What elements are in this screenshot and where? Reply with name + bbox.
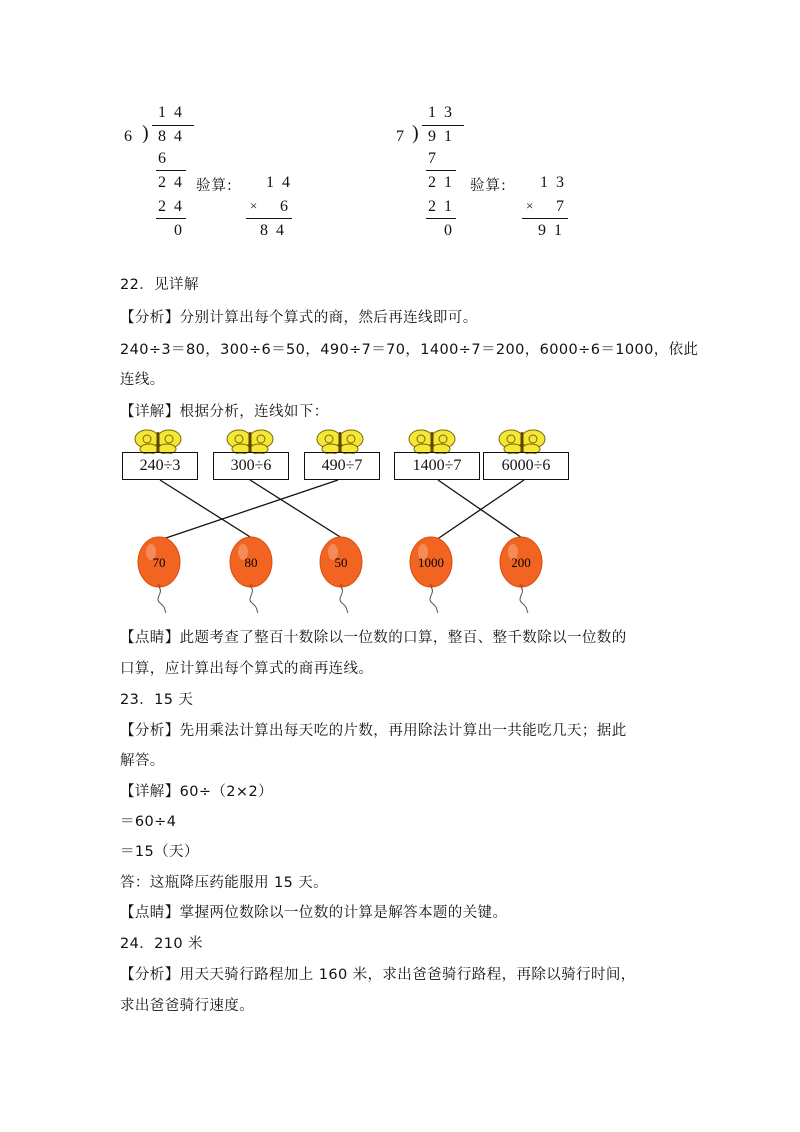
q23-answer: 答：这瓶降压药能服用 15 天。 [120,875,329,891]
expression-box: 1400÷7 [394,452,480,480]
q24-analysis-line2: 求出爸爸骑行速度。 [120,998,255,1014]
step: 2 1 [428,174,454,191]
balloon-label: 1000 [418,555,444,570]
check-factor: 6 [280,198,290,215]
q22-calc-line2: 连线。 [120,372,165,388]
balloon-icon [318,535,368,615]
expression-box: 6000÷6 [483,452,569,480]
check-label: 验算: [470,178,507,194]
check-result: 8 4 [260,222,286,239]
remainder: 0 [174,222,184,239]
check-factor: 7 [556,198,566,215]
remainder: 0 [444,222,454,239]
balloon-label: 70 [152,555,166,570]
check-label: 验算: [196,178,233,194]
butterfly-icon [226,428,274,454]
q22-comment-line1: 【点睛】此题考查了整百十数除以一位数的口算，整百、整千数除以一位数的 [120,630,627,646]
balloon-label: 200 [511,555,531,570]
q22-comment-line2: 口算，应计算出每个算式的商再连线。 [120,661,374,677]
butterfly-icon [498,428,546,454]
q23-comment: 【点睛】掌握两位数除以一位数的计算是解答本题的关键。 [120,905,508,921]
q22-analysis: 【分析】分别计算出每个算式的商，然后再连线即可。 [120,310,478,326]
dividend: 8 4 [158,128,184,145]
q23-detail-line3: ＝15（天） [120,844,199,860]
multiply-sign: × [526,198,536,213]
connection-line [250,480,345,540]
connection-line [160,480,255,540]
division-bracket: ) [142,122,151,144]
q23-title: 23．15 天 [120,692,194,708]
balloon [228,535,278,615]
expression-box: 240÷3 [122,452,198,480]
check-factor: 1 3 [540,174,566,191]
step: 6 [158,150,168,167]
q22-detail: 【详解】根据分析，连线如下： [120,404,329,420]
divisor: 7 [396,128,406,145]
q22-title: 22．见详解 [120,277,199,293]
q24-title: 24．210 米 [120,936,203,952]
connection-line [160,480,338,540]
balloon-label: 80 [244,555,258,570]
check-result: 9 1 [538,222,564,239]
q22-calc-line1: 240÷3＝80，300÷6＝50，490÷7＝70，1400÷7＝200，6000÷6＝1000，依此 [120,342,699,358]
butterfly-icon [408,428,456,454]
step: 2 4 [158,198,184,215]
balloon-icon [136,535,186,615]
quotient: 1 3 [428,104,454,121]
balloon-icon [498,535,548,615]
check-factor: 1 4 [266,174,292,191]
balloon [136,535,186,615]
connection-line [436,480,524,540]
divisor: 6 [124,128,134,145]
balloon-label: 50 [334,555,348,570]
balloon [408,535,458,615]
q23-analysis-line1: 【分析】先用乘法计算出每天吃的片数，再用除法计算出一共能吃几天；据此 [120,723,627,739]
balloon-icon [228,535,278,615]
balloon [318,535,368,615]
expression-box: 300÷6 [213,452,289,480]
balloon-icon [408,535,458,615]
dividend: 9 1 [428,128,454,145]
expression-box: 490÷7 [304,452,380,480]
multiply-sign: × [250,198,260,213]
butterfly-icon [134,428,182,454]
q23-analysis-line2: 解答。 [120,753,165,769]
q23-detail-line2: ＝60÷4 [120,814,177,830]
division-bracket: ) [412,122,421,144]
step: 2 4 [158,174,184,191]
step: 2 1 [428,198,454,215]
butterfly-icon [316,428,364,454]
step: 7 [428,150,438,167]
q23-detail-line1: 【详解】60÷（2×2） [120,784,273,800]
balloon [498,535,548,615]
q24-analysis-line1: 【分析】用天天骑行路程加上 160 米，求出爸爸骑行路程，再除以骑行时间， [120,967,636,983]
quotient: 1 4 [158,104,184,121]
